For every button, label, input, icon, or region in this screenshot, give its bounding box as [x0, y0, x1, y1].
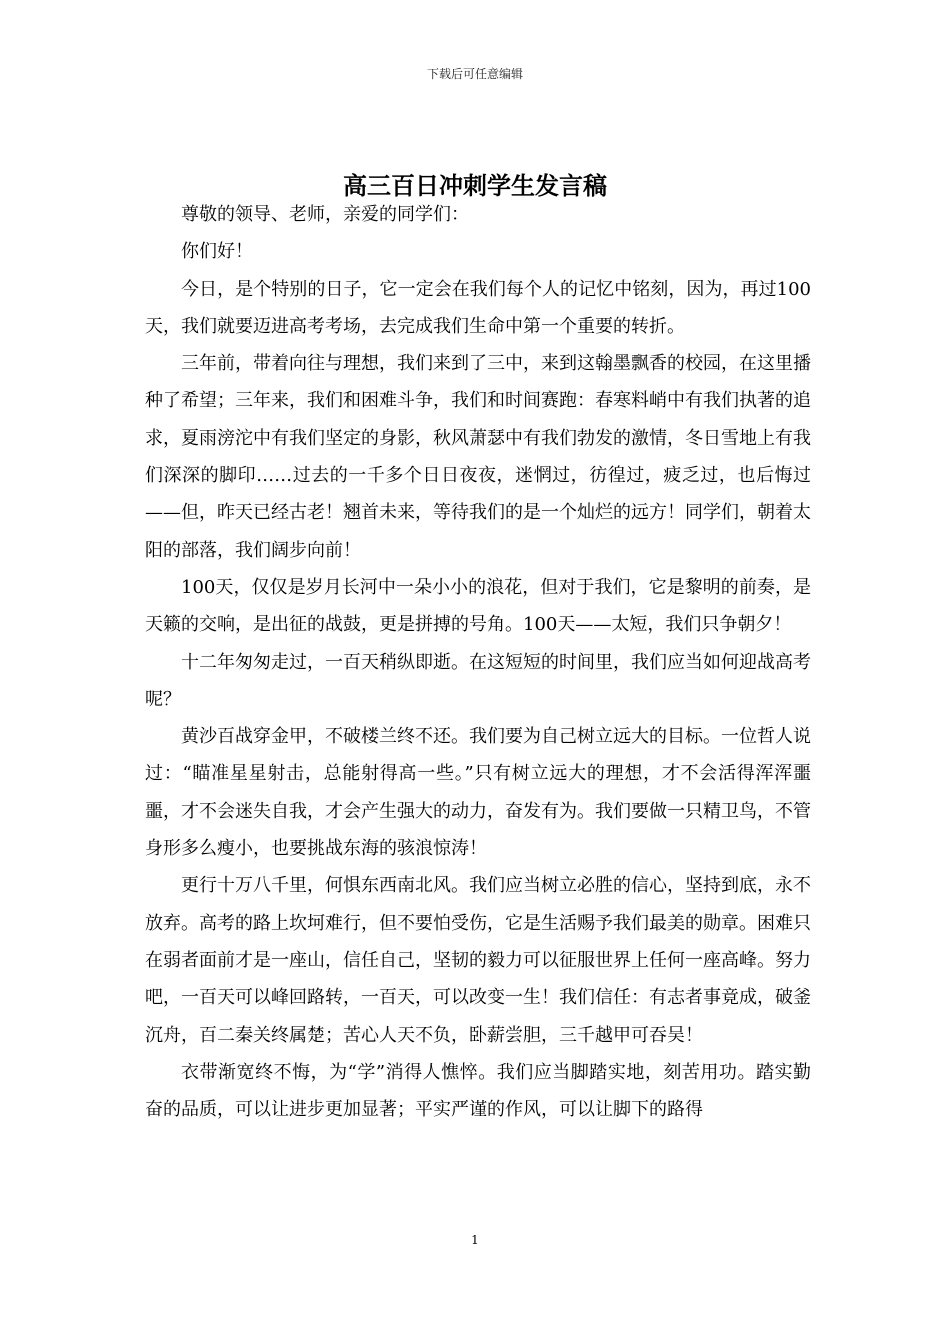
body-paragraph: 黄沙百战穿金甲，不破楼兰终不还。我们要为自己树立远大的目标。一位哲人说过：“瞄准星星射击，总能射得高一些。”只有树立远大的理想，才不会活得浑浑噩噩，才不会迷失自我，才会产生强大的动力，奋发有为。我们要做一只精卫鸟，不管身形多么瘦小，也要挑战东海的骇浪惊涛！ — [145, 726, 811, 860]
document-title: 高三百日冲刺学生发言稿 — [343, 172, 607, 201]
body-paragraph: 十二年匆匆走过，一百天稍纵即逝。在这短短的时间里，我们应当如何迎战高考呢？ — [145, 651, 811, 710]
body-paragraph: 100天，仅仅是岁月长河中一朵小小的浪花，但对于我们，它是黎明的前奏，是天籁的交响，是出征的战鼓，更是拼搏的号角。100天——太短，我们只争朝夕！ — [145, 576, 811, 636]
page-number: 1 — [471, 1233, 479, 1247]
body-paragraph: 三年前，带着向往与理想，我们来到了三中，来到这翰墨飘香的校园，在这里播种了希望；三年来，我们和困难斗争，我们和时间赛跑：春寒料峭中有我们执著的追求，夏雨滂沱中有我们坚定的身影，秋风萧瑟中有我们勃发的激情，冬日雪地上有我们深深的脚印……过去的一千多个日日夜夜，迷惘过，彷徨过，疲乏过，也后悔过——但，昨天已经古老！翘首未来，等待我们的是一个灿烂的远方！同学们，朝着太阳的部落，我们阔步向前！ — [145, 353, 811, 561]
body-paragraph: 更行十万八千里，何惧东西南北风。我们应当树立必胜的信心，坚持到底，永不放弃。高考的路上坎坷难行，但不要怕受伤，它是生活赐予我们最美的勋章。困难只在弱者面前才是一座山，信任自己，坚韧的毅力可以征服世界上任何一座高峰。努力吧，一百天可以峰回路转，一百天，可以改变一生！我们信任：有志者事竟成，破釜沉舟，百二秦关终属楚；苦心人天不负，卧薪尝胆，三千越甲可吞吴！ — [145, 875, 811, 1046]
document-body — [145, 196, 811, 1128]
body-paragraph: 今日，是个特别的日子，它一定会在我们每个人的记忆中铭刻，因为，再过100天，我们就要迈进高考考场，去完成我们生命中第一个重要的转折。 — [145, 278, 811, 337]
page-header: 下载后可任意编辑 — [426, 67, 523, 81]
salutation-paragraph: 尊敬的领导、老师，亲爱的同学们： — [181, 204, 469, 225]
body-paragraph: 衣带渐宽终不悔，为“学”消得人憔悴。我们应当脚踏实地，刻苦用功。踏实勤奋的品质，可以让进步更加显著；平实严谨的作风，可以让脚下的路得 — [145, 1061, 811, 1121]
greeting-paragraph: 你们好！ — [181, 241, 253, 263]
